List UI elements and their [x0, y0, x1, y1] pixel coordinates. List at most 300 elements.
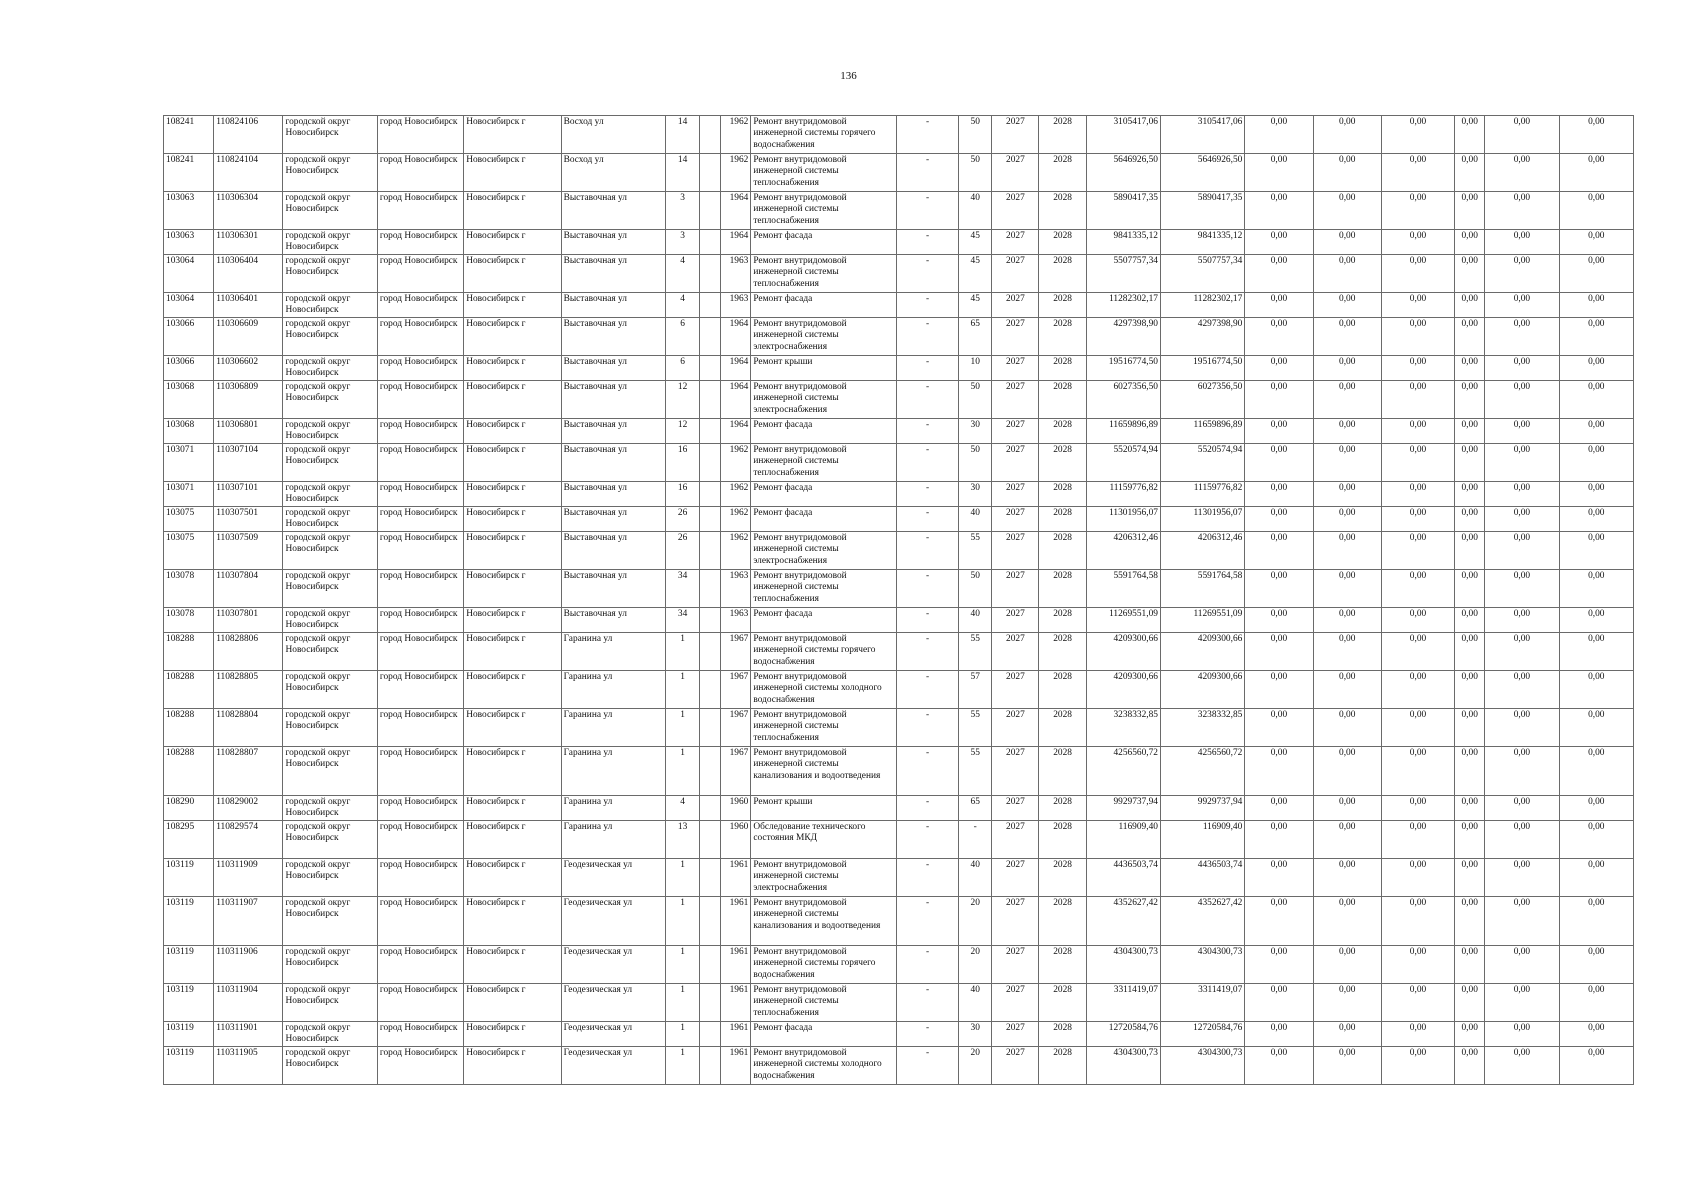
cell-year-start: 2027	[992, 1047, 1039, 1085]
cell-work-type: Ремонт внутридомовой инженерной системы теплоснабжения	[751, 570, 897, 608]
cell-local-budget: 0,00	[1313, 821, 1381, 859]
cell-house-number: 3	[666, 192, 700, 230]
cell-year-end: 2028	[1039, 318, 1086, 356]
cell-regional-budget: 0,00	[1245, 482, 1313, 507]
cell-municipal-district: городской округ Новосибирск	[283, 608, 377, 633]
cell-extra-2: 0,00	[1559, 154, 1633, 192]
cell-work-type: Обследование технического состояния МКД	[751, 821, 897, 859]
cell-regional-budget: 0,00	[1245, 897, 1313, 946]
cell-street: Выставочная ул	[561, 293, 665, 318]
table-row	[164, 255, 1634, 293]
cell-municipal-district: городской округ Новосибирск	[283, 318, 377, 356]
cell-city: Новосибирск г	[464, 1047, 561, 1085]
cell-work-type: Ремонт фасада	[751, 419, 897, 444]
cell-owners-funds: 0,00	[1381, 532, 1454, 570]
cell-settlement: город Новосибирск	[377, 1022, 463, 1047]
cell-work-type: Ремонт внутридомовой инженерной системы электроснабжения	[751, 318, 897, 356]
cell-extra-1: 0,00	[1485, 507, 1559, 532]
cell-year-built: 1967	[721, 671, 751, 709]
cell-house-id: 103075	[164, 507, 214, 532]
cell-house-id: 103066	[164, 318, 214, 356]
cell-year-end: 2028	[1039, 747, 1086, 796]
cell-street: Выставочная ул	[561, 570, 665, 608]
cell-year-built: 1961	[721, 946, 751, 984]
cell-extra-2: 0,00	[1559, 293, 1633, 318]
cell-fund-cost: 5591764,58	[1160, 570, 1244, 608]
cell-work-code: 110307501	[214, 507, 283, 532]
cell-year-end: 2028	[1039, 419, 1086, 444]
cell-wear-percent: 20	[959, 946, 992, 984]
cell-regional-budget: 0,00	[1245, 608, 1313, 633]
cell-work-type: Ремонт внутридомовой инженерной системы теплоснабжения	[751, 255, 897, 293]
table-row	[164, 532, 1634, 570]
cell-year-built: 1961	[721, 984, 751, 1022]
cell-fund-cost: 4209300,66	[1160, 633, 1244, 671]
cell-other-funds: 0,00	[1455, 318, 1485, 356]
cell-year-end: 2028	[1039, 570, 1086, 608]
cell-regional-budget: 0,00	[1245, 1022, 1313, 1047]
cell-unit: -	[896, 796, 958, 821]
cell-house-number: 12	[666, 381, 700, 419]
cell-building	[700, 507, 721, 532]
cell-work-type: Ремонт внутридомовой инженерной системы теплоснабжения	[751, 984, 897, 1022]
cell-other-funds: 0,00	[1455, 709, 1485, 747]
cell-year-start: 2027	[992, 116, 1039, 154]
cell-unit: -	[896, 230, 958, 255]
cell-work-type: Ремонт фасада	[751, 293, 897, 318]
cell-wear-percent: 40	[959, 192, 992, 230]
cell-year-start: 2027	[992, 671, 1039, 709]
cell-year-start: 2027	[992, 444, 1039, 482]
cell-house-number: 1	[666, 984, 700, 1022]
cell-extra-1: 0,00	[1485, 419, 1559, 444]
cell-house-number: 14	[666, 154, 700, 192]
cell-house-id: 103068	[164, 381, 214, 419]
cell-extra-2: 0,00	[1559, 796, 1633, 821]
cell-extra-2: 0,00	[1559, 633, 1633, 671]
cell-extra-1: 0,00	[1485, 444, 1559, 482]
cell-house-id: 103119	[164, 1022, 214, 1047]
cell-local-budget: 0,00	[1313, 230, 1381, 255]
cell-extra-1: 0,00	[1485, 608, 1559, 633]
cell-extra-2: 0,00	[1559, 859, 1633, 897]
cell-total-cost: 4206312,46	[1086, 532, 1160, 570]
cell-year-end: 2028	[1039, 709, 1086, 747]
cell-fund-cost: 9841335,12	[1160, 230, 1244, 255]
cell-wear-percent: 50	[959, 444, 992, 482]
cell-work-code: 110828804	[214, 709, 283, 747]
cell-year-end: 2028	[1039, 633, 1086, 671]
cell-year-start: 2027	[992, 608, 1039, 633]
cell-regional-budget: 0,00	[1245, 293, 1313, 318]
cell-municipal-district: городской округ Новосибирск	[283, 821, 377, 859]
cell-year-end: 2028	[1039, 356, 1086, 381]
cell-house-number: 16	[666, 482, 700, 507]
cell-other-funds: 0,00	[1455, 482, 1485, 507]
cell-year-end: 2028	[1039, 154, 1086, 192]
cell-wear-percent: 30	[959, 1022, 992, 1047]
cell-regional-budget: 0,00	[1245, 419, 1313, 444]
cell-year-start: 2027	[992, 984, 1039, 1022]
cell-city: Новосибирск г	[464, 482, 561, 507]
cell-work-code: 110306801	[214, 419, 283, 444]
cell-year-built: 1967	[721, 747, 751, 796]
cell-house-number: 34	[666, 570, 700, 608]
cell-street: Геодезическая ул	[561, 1047, 665, 1085]
cell-extra-1: 0,00	[1485, 709, 1559, 747]
cell-local-budget: 0,00	[1313, 192, 1381, 230]
cell-extra-2: 0,00	[1559, 381, 1633, 419]
cell-street: Выставочная ул	[561, 318, 665, 356]
cell-work-type: Ремонт внутридомовой инженерной системы теплоснабжения	[751, 192, 897, 230]
cell-house-number: 34	[666, 608, 700, 633]
cell-extra-1: 0,00	[1485, 293, 1559, 318]
cell-wear-percent: 45	[959, 230, 992, 255]
cell-fund-cost: 4297398,90	[1160, 318, 1244, 356]
cell-local-budget: 0,00	[1313, 709, 1381, 747]
cell-regional-budget: 0,00	[1245, 444, 1313, 482]
cell-unit: -	[896, 482, 958, 507]
cell-work-type: Ремонт внутридомовой инженерной системы холодного водоснабжения	[751, 1047, 897, 1085]
cell-house-number: 13	[666, 821, 700, 859]
cell-total-cost: 6027356,50	[1086, 381, 1160, 419]
cell-local-budget: 0,00	[1313, 116, 1381, 154]
cell-total-cost: 11301956,07	[1086, 507, 1160, 532]
table-row	[164, 507, 1634, 532]
cell-extra-1: 0,00	[1485, 318, 1559, 356]
cell-extra-1: 0,00	[1485, 747, 1559, 796]
cell-building	[700, 747, 721, 796]
cell-wear-percent: 40	[959, 507, 992, 532]
cell-other-funds: 0,00	[1455, 796, 1485, 821]
cell-extra-2: 0,00	[1559, 897, 1633, 946]
cell-total-cost: 12720584,76	[1086, 1022, 1160, 1047]
cell-year-built: 1963	[721, 570, 751, 608]
cell-local-budget: 0,00	[1313, 419, 1381, 444]
cell-house-number: 4	[666, 255, 700, 293]
table-row	[164, 192, 1634, 230]
cell-regional-budget: 0,00	[1245, 709, 1313, 747]
cell-municipal-district: городской округ Новосибирск	[283, 709, 377, 747]
cell-year-built: 1963	[721, 255, 751, 293]
cell-street: Выставочная ул	[561, 444, 665, 482]
cell-unit: -	[896, 381, 958, 419]
cell-city: Новосибирск г	[464, 747, 561, 796]
cell-unit: -	[896, 897, 958, 946]
cell-year-end: 2028	[1039, 1047, 1086, 1085]
cell-local-budget: 0,00	[1313, 356, 1381, 381]
cell-year-built: 1967	[721, 633, 751, 671]
cell-regional-budget: 0,00	[1245, 532, 1313, 570]
cell-other-funds: 0,00	[1455, 532, 1485, 570]
cell-owners-funds: 0,00	[1381, 482, 1454, 507]
cell-wear-percent: 65	[959, 318, 992, 356]
cell-street: Выставочная ул	[561, 482, 665, 507]
cell-work-code: 110824106	[214, 116, 283, 154]
cell-work-code: 110306609	[214, 318, 283, 356]
cell-unit: -	[896, 356, 958, 381]
cell-work-code: 110307804	[214, 570, 283, 608]
cell-total-cost: 4304300,73	[1086, 1047, 1160, 1085]
cell-municipal-district: городской округ Новосибирск	[283, 570, 377, 608]
cell-year-start: 2027	[992, 482, 1039, 507]
cell-extra-1: 0,00	[1485, 796, 1559, 821]
cell-house-id: 108288	[164, 747, 214, 796]
cell-work-type: Ремонт фасада	[751, 1022, 897, 1047]
cell-year-end: 2028	[1039, 482, 1086, 507]
cell-house-id: 108295	[164, 821, 214, 859]
cell-street: Выставочная ул	[561, 381, 665, 419]
cell-fund-cost: 5646926,50	[1160, 154, 1244, 192]
cell-work-code: 110828806	[214, 633, 283, 671]
cell-unit: -	[896, 671, 958, 709]
cell-house-number: 12	[666, 419, 700, 444]
cell-house-number: 4	[666, 293, 700, 318]
cell-settlement: город Новосибирск	[377, 293, 463, 318]
cell-extra-2: 0,00	[1559, 507, 1633, 532]
cell-extra-1: 0,00	[1485, 381, 1559, 419]
cell-unit: -	[896, 532, 958, 570]
cell-fund-cost: 5520574,94	[1160, 444, 1244, 482]
cell-year-start: 2027	[992, 859, 1039, 897]
cell-house-id: 103068	[164, 419, 214, 444]
cell-owners-funds: 0,00	[1381, 419, 1454, 444]
cell-extra-1: 0,00	[1485, 154, 1559, 192]
cell-settlement: город Новосибирск	[377, 608, 463, 633]
cell-settlement: город Новосибирск	[377, 192, 463, 230]
cell-year-end: 2028	[1039, 230, 1086, 255]
cell-owners-funds: 0,00	[1381, 796, 1454, 821]
cell-street: Гаранина ул	[561, 747, 665, 796]
cell-work-code: 110311901	[214, 1022, 283, 1047]
cell-other-funds: 0,00	[1455, 356, 1485, 381]
cell-street: Восход ул	[561, 154, 665, 192]
cell-fund-cost: 4352627,42	[1160, 897, 1244, 946]
cell-fund-cost: 4206312,46	[1160, 532, 1244, 570]
cell-year-start: 2027	[992, 318, 1039, 356]
cell-total-cost: 9841335,12	[1086, 230, 1160, 255]
cell-year-built: 1963	[721, 608, 751, 633]
cell-house-number: 1	[666, 671, 700, 709]
cell-settlement: город Новосибирск	[377, 482, 463, 507]
cell-total-cost: 11659896,89	[1086, 419, 1160, 444]
cell-city: Новосибирск г	[464, 230, 561, 255]
cell-work-code: 110307801	[214, 608, 283, 633]
cell-regional-budget: 0,00	[1245, 671, 1313, 709]
table-row	[164, 116, 1634, 154]
cell-local-budget: 0,00	[1313, 1022, 1381, 1047]
cell-unit: -	[896, 192, 958, 230]
cell-street: Геодезическая ул	[561, 946, 665, 984]
cell-local-budget: 0,00	[1313, 507, 1381, 532]
cell-year-start: 2027	[992, 255, 1039, 293]
cell-work-type: Ремонт внутридомовой инженерной системы горячего водоснабжения	[751, 116, 897, 154]
cell-settlement: город Новосибирск	[377, 255, 463, 293]
cell-local-budget: 0,00	[1313, 482, 1381, 507]
cell-other-funds: 0,00	[1455, 192, 1485, 230]
cell-work-code: 110311905	[214, 1047, 283, 1085]
cell-year-built: 1961	[721, 897, 751, 946]
cell-regional-budget: 0,00	[1245, 116, 1313, 154]
cell-work-code: 110306809	[214, 381, 283, 419]
cell-fund-cost: 3238332,85	[1160, 709, 1244, 747]
cell-house-number: 14	[666, 116, 700, 154]
cell-extra-2: 0,00	[1559, 532, 1633, 570]
cell-municipal-district: городской округ Новосибирск	[283, 154, 377, 192]
cell-extra-1: 0,00	[1485, 897, 1559, 946]
cell-year-start: 2027	[992, 796, 1039, 821]
cell-settlement: город Новосибирск	[377, 356, 463, 381]
cell-extra-1: 0,00	[1485, 532, 1559, 570]
table-row	[164, 482, 1634, 507]
cell-extra-1: 0,00	[1485, 984, 1559, 1022]
cell-work-type: Ремонт крыши	[751, 796, 897, 821]
cell-extra-1: 0,00	[1485, 1047, 1559, 1085]
cell-year-start: 2027	[992, 419, 1039, 444]
cell-owners-funds: 0,00	[1381, 747, 1454, 796]
cell-other-funds: 0,00	[1455, 381, 1485, 419]
cell-building	[700, 293, 721, 318]
cell-local-budget: 0,00	[1313, 381, 1381, 419]
cell-house-id: 108288	[164, 633, 214, 671]
cell-total-cost: 4256560,72	[1086, 747, 1160, 796]
cell-house-id: 103066	[164, 356, 214, 381]
cell-other-funds: 0,00	[1455, 154, 1485, 192]
table-row	[164, 381, 1634, 419]
cell-street: Выставочная ул	[561, 507, 665, 532]
cell-work-code: 110311906	[214, 946, 283, 984]
cell-year-start: 2027	[992, 356, 1039, 381]
cell-unit: -	[896, 747, 958, 796]
cell-wear-percent: 50	[959, 116, 992, 154]
cell-municipal-district: городской округ Новосибирск	[283, 116, 377, 154]
cell-building	[700, 419, 721, 444]
cell-work-type: Ремонт внутридомовой инженерной системы теплоснабжения	[751, 709, 897, 747]
cell-owners-funds: 0,00	[1381, 356, 1454, 381]
cell-house-id: 103064	[164, 293, 214, 318]
cell-extra-1: 0,00	[1485, 633, 1559, 671]
cell-extra-1: 0,00	[1485, 946, 1559, 984]
cell-work-type: Ремонт внутридомовой инженерной системы горячего водоснабжения	[751, 633, 897, 671]
cell-municipal-district: городской округ Новосибирск	[283, 293, 377, 318]
cell-fund-cost: 4304300,73	[1160, 946, 1244, 984]
cell-house-id: 103075	[164, 532, 214, 570]
cell-house-number: 1	[666, 859, 700, 897]
cell-year-end: 2028	[1039, 116, 1086, 154]
cell-municipal-district: городской округ Новосибирск	[283, 381, 377, 419]
cell-building	[700, 482, 721, 507]
cell-fund-cost: 4209300,66	[1160, 671, 1244, 709]
table-row	[164, 821, 1634, 859]
cell-work-code: 110306401	[214, 293, 283, 318]
cell-building	[700, 633, 721, 671]
cell-settlement: город Новосибирск	[377, 154, 463, 192]
cell-work-type: Ремонт внутридомовой инженерной системы электроснабжения	[751, 859, 897, 897]
cell-wear-percent: 30	[959, 419, 992, 444]
cell-wear-percent: 40	[959, 859, 992, 897]
cell-settlement: город Новосибирск	[377, 821, 463, 859]
cell-municipal-district: городской округ Новосибирск	[283, 532, 377, 570]
cell-owners-funds: 0,00	[1381, 1022, 1454, 1047]
cell-city: Новосибирск г	[464, 633, 561, 671]
cell-work-type: Ремонт внутридомовой инженерной системы холодного водоснабжения	[751, 671, 897, 709]
cell-regional-budget: 0,00	[1245, 633, 1313, 671]
cell-other-funds: 0,00	[1455, 633, 1485, 671]
cell-building	[700, 671, 721, 709]
cell-extra-1: 0,00	[1485, 1022, 1559, 1047]
cell-street: Геодезическая ул	[561, 1022, 665, 1047]
cell-other-funds: 0,00	[1455, 419, 1485, 444]
cell-total-cost: 4209300,66	[1086, 633, 1160, 671]
cell-owners-funds: 0,00	[1381, 570, 1454, 608]
cell-owners-funds: 0,00	[1381, 318, 1454, 356]
cell-owners-funds: 0,00	[1381, 633, 1454, 671]
cell-building	[700, 255, 721, 293]
cell-year-start: 2027	[992, 154, 1039, 192]
cell-house-number: 6	[666, 318, 700, 356]
cell-city: Новосибирск г	[464, 984, 561, 1022]
cell-extra-2: 0,00	[1559, 419, 1633, 444]
cell-year-end: 2028	[1039, 821, 1086, 859]
cell-extra-1: 0,00	[1485, 255, 1559, 293]
cell-building	[700, 946, 721, 984]
cell-unit: -	[896, 709, 958, 747]
cell-work-code: 110828805	[214, 671, 283, 709]
cell-fund-cost: 4256560,72	[1160, 747, 1244, 796]
cell-work-code: 110829002	[214, 796, 283, 821]
cell-city: Новосибирск г	[464, 293, 561, 318]
cell-local-budget: 0,00	[1313, 671, 1381, 709]
cell-house-number: 26	[666, 507, 700, 532]
cell-owners-funds: 0,00	[1381, 1047, 1454, 1085]
cell-fund-cost: 11159776,82	[1160, 482, 1244, 507]
cell-settlement: город Новосибирск	[377, 859, 463, 897]
cell-building	[700, 608, 721, 633]
cell-extra-1: 0,00	[1485, 230, 1559, 255]
cell-regional-budget: 0,00	[1245, 946, 1313, 984]
cell-house-number: 1	[666, 709, 700, 747]
cell-unit: -	[896, 154, 958, 192]
cell-fund-cost: 11269551,09	[1160, 608, 1244, 633]
cell-year-start: 2027	[992, 293, 1039, 318]
cell-city: Новосибирск г	[464, 419, 561, 444]
cell-local-budget: 0,00	[1313, 318, 1381, 356]
cell-fund-cost: 3311419,07	[1160, 984, 1244, 1022]
cell-municipal-district: городской округ Новосибирск	[283, 230, 377, 255]
cell-fund-cost: 3105417,06	[1160, 116, 1244, 154]
cell-other-funds: 0,00	[1455, 747, 1485, 796]
cell-city: Новосибирск г	[464, 608, 561, 633]
cell-unit: -	[896, 984, 958, 1022]
cell-local-budget: 0,00	[1313, 532, 1381, 570]
cell-total-cost: 9929737,94	[1086, 796, 1160, 821]
table-row	[164, 984, 1634, 1022]
cell-settlement: город Новосибирск	[377, 381, 463, 419]
cell-settlement: город Новосибирск	[377, 796, 463, 821]
cell-regional-budget: 0,00	[1245, 230, 1313, 255]
cell-year-start: 2027	[992, 570, 1039, 608]
cell-total-cost: 4209300,66	[1086, 671, 1160, 709]
cell-building	[700, 192, 721, 230]
cell-city: Новосибирск г	[464, 381, 561, 419]
cell-total-cost: 4304300,73	[1086, 946, 1160, 984]
cell-municipal-district: городской округ Новосибирск	[283, 482, 377, 507]
cell-house-id: 103119	[164, 897, 214, 946]
cell-year-end: 2028	[1039, 255, 1086, 293]
cell-building	[700, 356, 721, 381]
cell-municipal-district: городской округ Новосибирск	[283, 633, 377, 671]
cell-other-funds: 0,00	[1455, 293, 1485, 318]
